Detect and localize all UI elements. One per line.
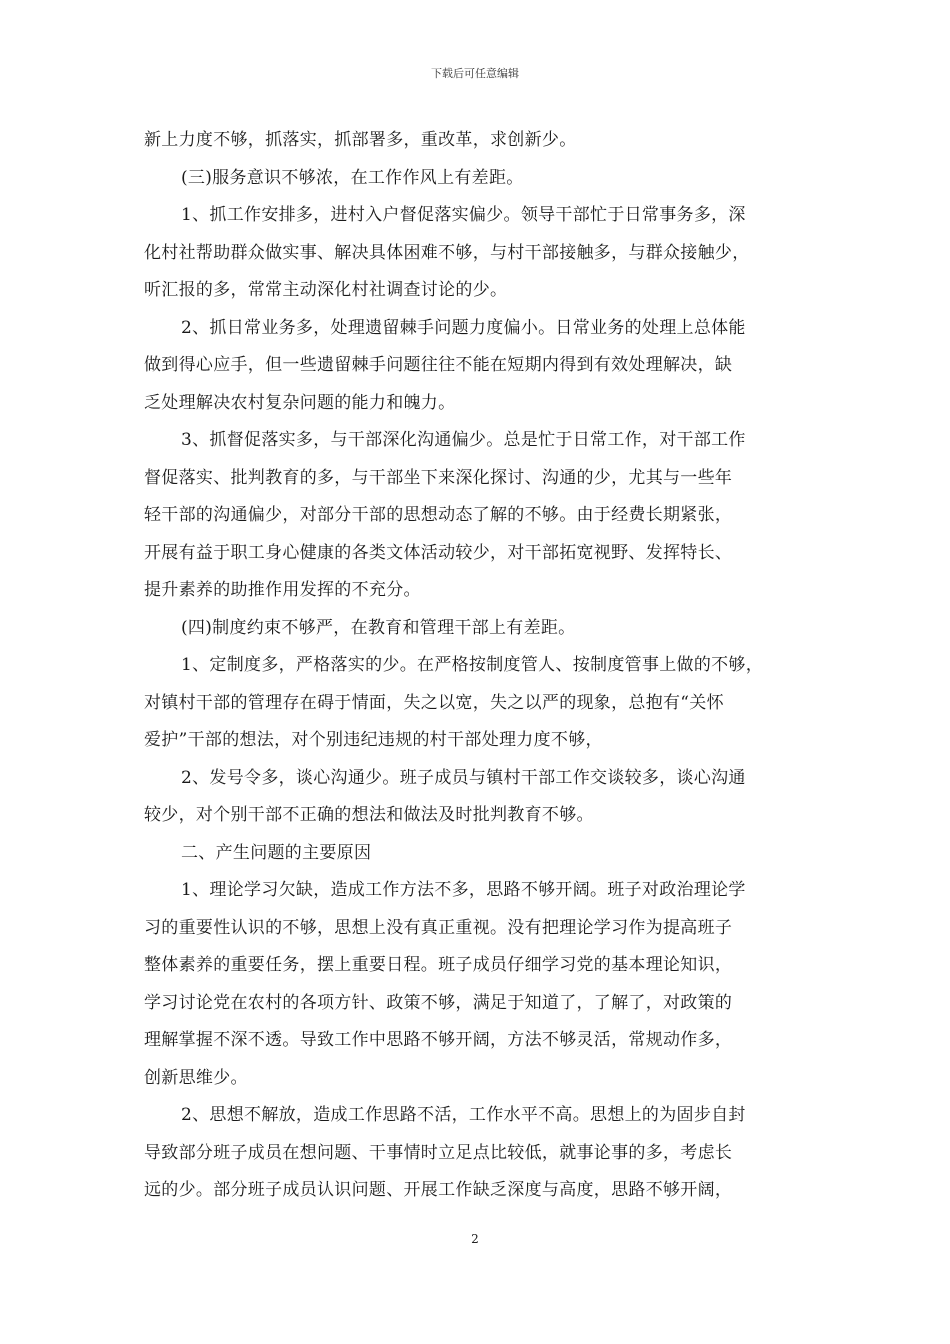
text-line: 对镇村干部的管理存在碍于情面，失之以宽，失之以严的现象，总抱有“关怀	[144, 692, 724, 713]
text-line: 1、抓工作安排多，进村入户督促落实偏少。领导干部忙于日常事务多，深	[181, 205, 746, 225]
text-line: 远的少。部分班子成员认识问题、开展工作缺乏深度与高度，思路不够开阔，	[144, 1180, 733, 1200]
text-line: 听汇报的多，常常主动深化村社调查讨论的少。	[144, 280, 508, 300]
text-line: 整体素养的重要任务，摆上重要日程。班子成员仔细学习党的基本理论知识，	[144, 955, 733, 975]
text-line: 化村社帮助群众做实事、解决具体困难不够，与村干部接触多，与群众接触少，	[144, 242, 750, 263]
text-line: 创新思维少。	[144, 1067, 248, 1088]
text-line: 二、产生问题的主要原因	[181, 842, 372, 863]
text-line: 导致部分班子成员在想问题、干事情时立足点比较低，就事论事的多，考虑长	[144, 1142, 733, 1163]
text-line: 学习讨论党在农村的各项方针、政策不够，满足于知道了，了解了，对政策的	[144, 992, 733, 1013]
text-line: 1、理论学习欠缺，造成工作方法不多，思路不够开阔。班子对政治理论学	[181, 880, 746, 900]
page-header: 下载后可任意编辑	[431, 67, 519, 80]
text-line: 轻干部的沟通偏少，对部分干部的思想动态了解的不够。由于经费长期紧张，	[144, 505, 733, 525]
text-line: 较少，对个别干部不正确的想法和做法及时批判教育不够。	[144, 805, 594, 825]
text-line: 1、定制度多，严格落实的少。在严格按制度管人、按制度管事上做的不够，	[181, 655, 764, 675]
page-number: 2	[471, 1232, 479, 1246]
text-line: 新上力度不够，抓落实，抓部署多，重改革，求创新少。	[144, 130, 577, 150]
text-line: 提升素养的助推作用发挥的不充分。	[144, 580, 421, 600]
text-line: (三)服务意识不够浓，在工作作风上有差距。	[181, 167, 524, 188]
text-line: 乏处理解决农村复杂问题的能力和魄力。	[144, 392, 456, 413]
text-line: 督促落实、批判教育的多，与干部坐下来深化探讨、沟通的少，尤其与一些年	[144, 467, 733, 488]
text-line: 习的重要性认识的不够，思想上没有真正重视。没有把理论学习作为提高班子	[144, 917, 733, 938]
text-line: 2、抓日常业务多，处理遗留棘手问题力度偏小。日常业务的处理上总体能	[181, 317, 746, 338]
text-line: (四)制度约束不够严，在教育和管理干部上有差距。	[181, 617, 576, 638]
text-line: 2、思想不解放，造成工作思路不活，工作水平不高。思想上的为固步自封	[181, 1105, 746, 1125]
text-line: 2、发号令多，谈心沟通少。班子成员与镇村干部工作交谈较多，谈心沟通	[181, 767, 746, 788]
text-line: 爱护”干部的想法，对个别违纪违规的村干部处理力度不够，	[144, 730, 603, 750]
text-line: 开展有益于职工身心健康的各类文体活动较少，对干部拓宽视野、发挥特长、	[144, 542, 733, 563]
document-body	[144, 122, 814, 1210]
text-line: 做到得心应手，但一些遗留棘手问题往往不能在短期内得到有效处理解决，缺	[144, 355, 733, 375]
text-line: 3、抓督促落实多，与干部深化沟通偏少。总是忙于日常工作，对干部工作	[181, 430, 746, 450]
text-line: 理解掌握不深不透。导致工作中思路不够开阔，方法不够灵活，常规动作多，	[144, 1030, 733, 1050]
